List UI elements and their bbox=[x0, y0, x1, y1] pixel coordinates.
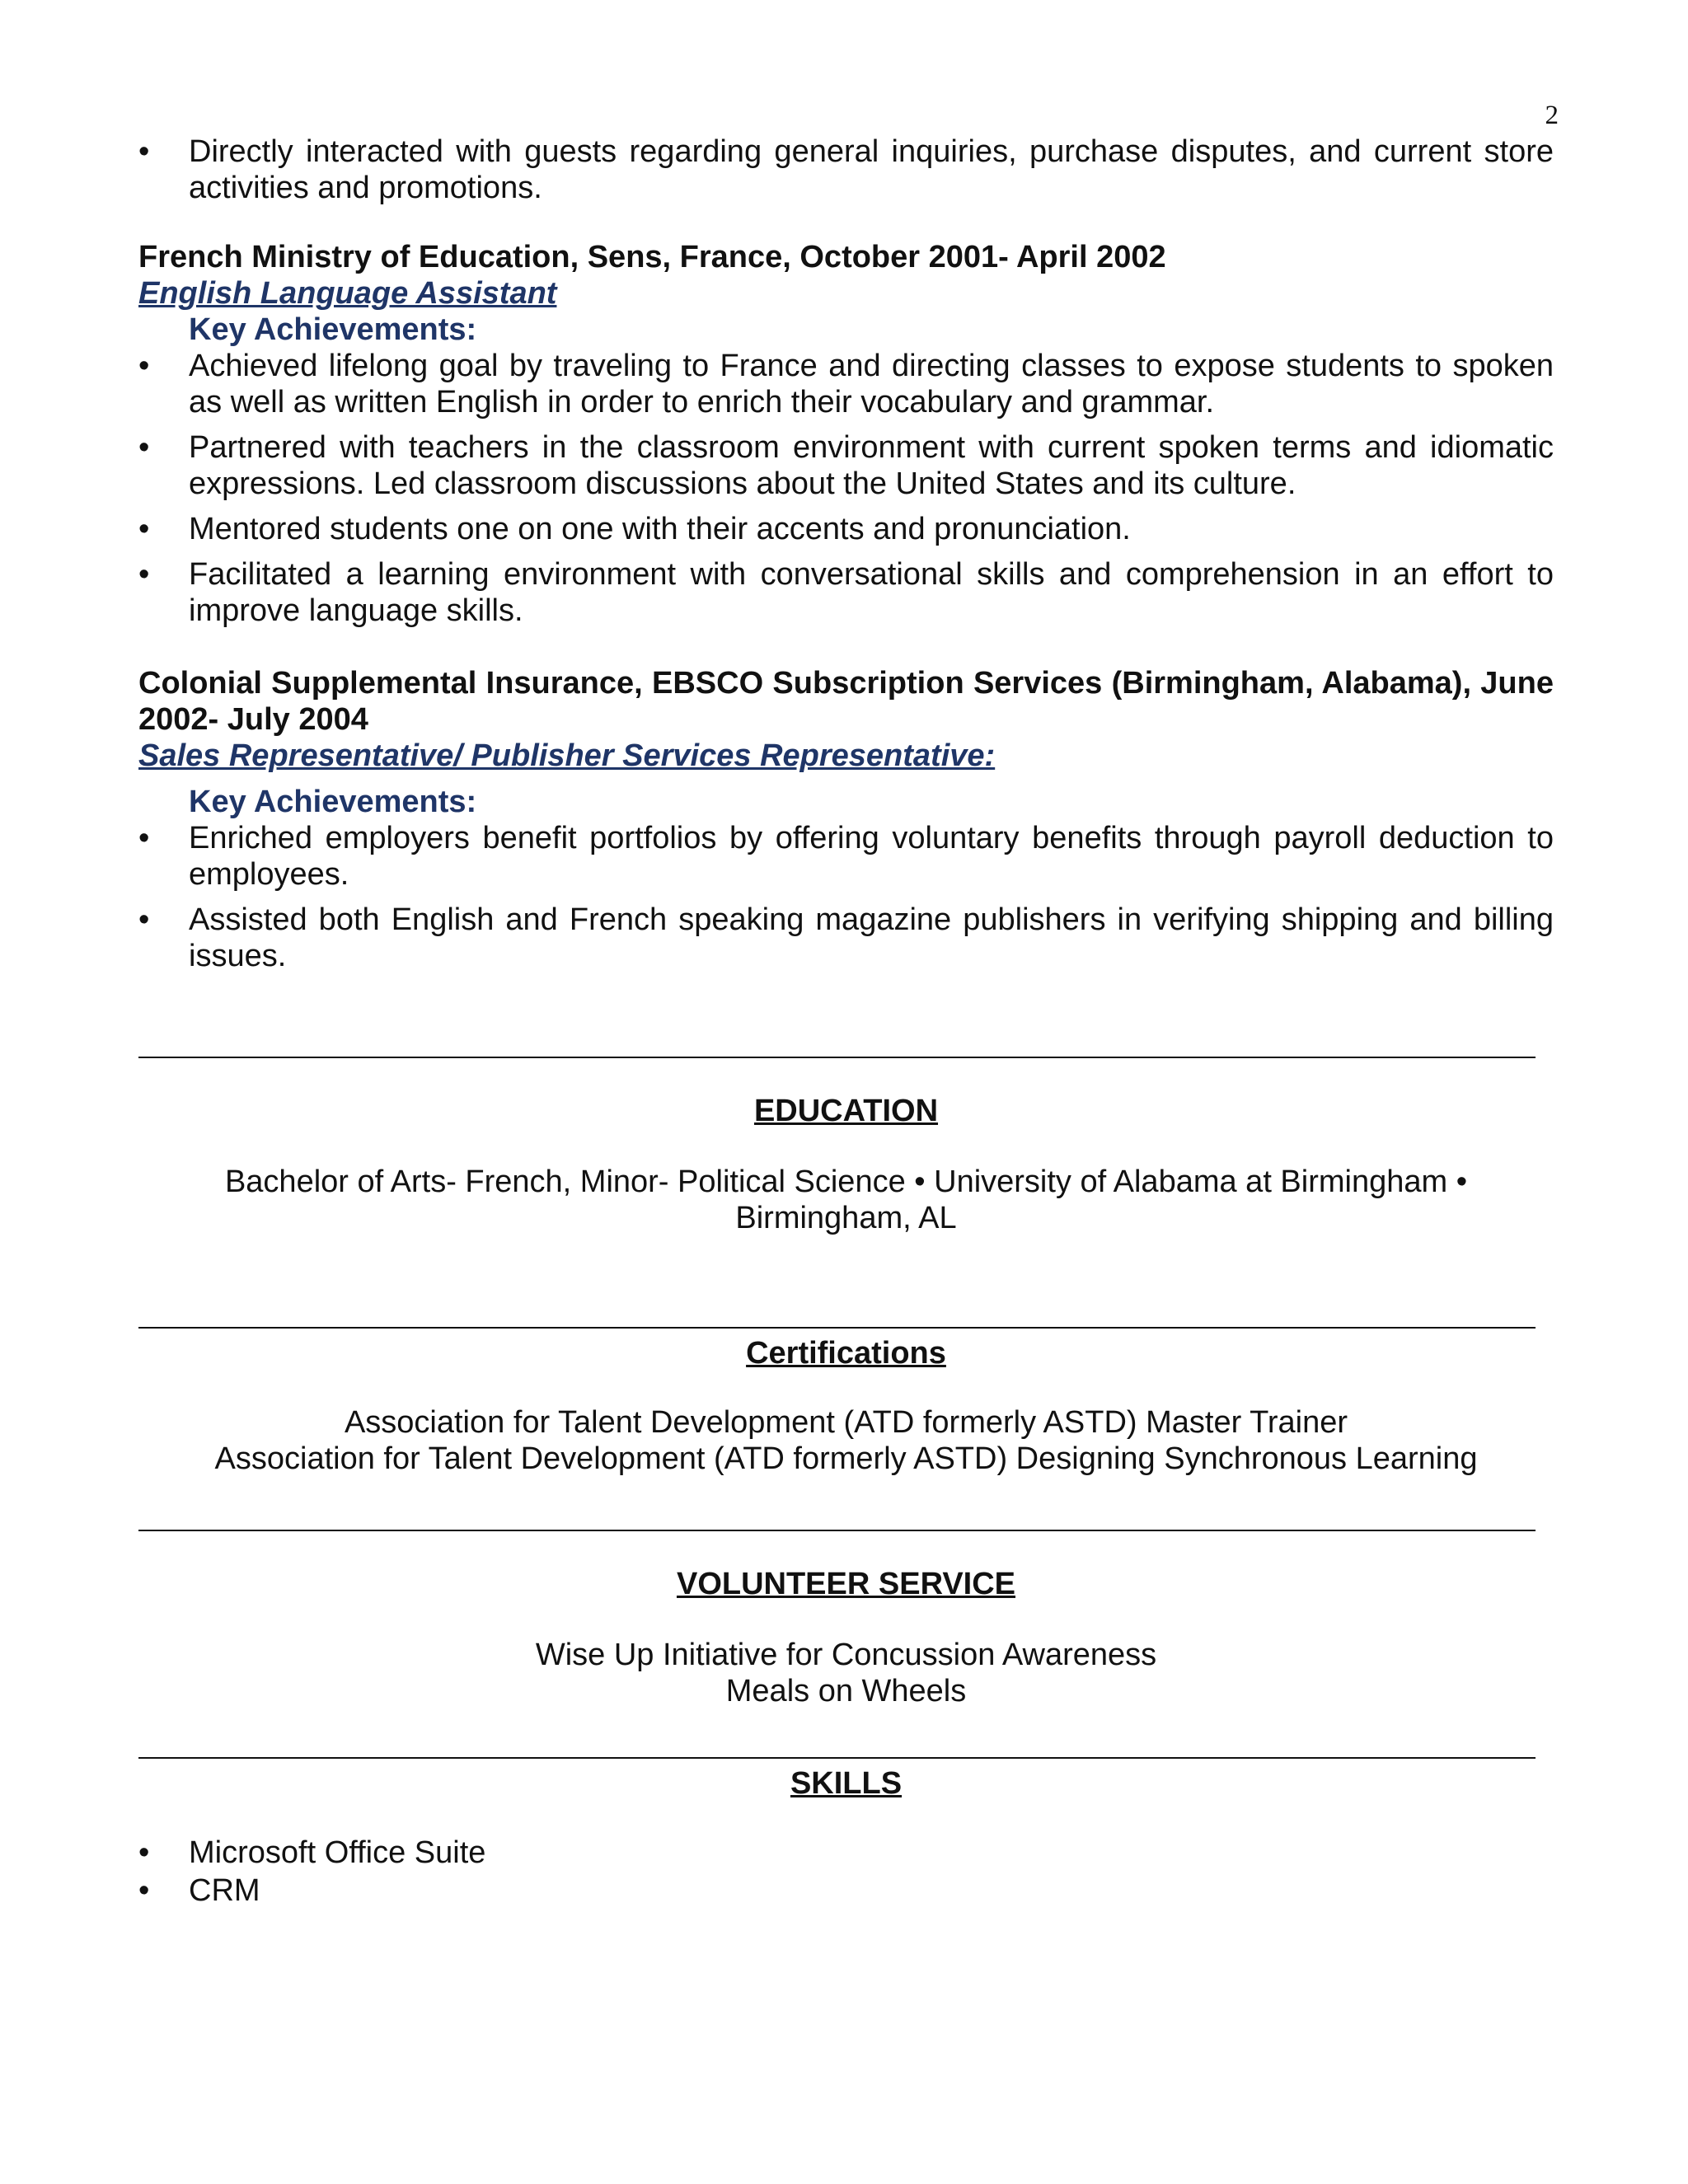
intro-bullet-list bbox=[138, 134, 1554, 206]
list-item: • Partnered with teachers in the classroom environment with current spoken terms and idiomatic expressions. Led classroom discussions about the United States and its culture. bbox=[138, 429, 1554, 502]
list-item: • Enriched employers benefit portfolios by offering voluntary benefits through payroll deduction to employees. bbox=[138, 820, 1554, 893]
key-achievements-label: Key Achievements: bbox=[189, 312, 477, 347]
list-item: • Achieved lifelong goal by traveling to France and directing classes to expose students to spoken as well as written English in order to enrich their vocabulary and grammar. bbox=[138, 348, 1554, 420]
job-title: Sales Representative/ Publisher Services Representative: bbox=[138, 738, 996, 773]
volunteer-heading: VOLUNTEER SERVICE bbox=[676, 1567, 1016, 1601]
job-title: English Language Assistant bbox=[138, 276, 557, 311]
employer-line: Colonial Supplemental Insurance, EBSCO Subscription Services (Birmingham, Alabama), June 2002- July 2004 bbox=[138, 666, 1554, 737]
certification-item: Association for Talent Development (ATD formerly ASTD) Designing Synchronous Learning bbox=[214, 1441, 1478, 1476]
achievement-list bbox=[138, 820, 1554, 974]
section-divider bbox=[138, 1327, 1536, 1329]
education-location: Birmingham, AL bbox=[735, 1201, 957, 1235]
education-degree: Bachelor of Arts- French, Minor- Political Science • University of Alabama at Birmingham • bbox=[224, 1165, 1468, 1199]
key-achievements-label: Key Achievements: bbox=[189, 785, 477, 819]
list-item: • Assisted both English and French speaking magazine publishers in verifying shipping and billing issues. bbox=[138, 902, 1554, 974]
list-item: • Microsoft Office Suite bbox=[138, 1835, 1554, 1871]
employer-line: French Ministry of Education, Sens, France, October 2001- April 2002 bbox=[138, 240, 1166, 274]
section-divider bbox=[138, 1057, 1536, 1058]
page-number: 2 bbox=[1545, 101, 1559, 130]
certifications-heading: Certifications bbox=[746, 1336, 946, 1371]
list-item: • Facilitated a learning environment with conversational skills and comprehension in an effort to improve language skills. bbox=[138, 556, 1554, 629]
skills-heading: SKILLS bbox=[790, 1766, 903, 1801]
certification-item: Association for Talent Development (ATD formerly ASTD) Master Trainer bbox=[344, 1405, 1348, 1440]
skills-list bbox=[138, 1835, 1554, 1909]
list-item: • Directly interacted with guests regarding general inquiries, purchase disputes, and current store activities and promotions. bbox=[138, 134, 1554, 206]
list-item: • CRM bbox=[138, 1872, 1554, 1909]
job-entry-colonial-ebsco bbox=[138, 665, 1554, 974]
achievement-list bbox=[138, 348, 1554, 629]
volunteer-item: Meals on Wheels bbox=[725, 1674, 967, 1708]
section-divider bbox=[138, 1530, 1536, 1531]
section-divider bbox=[138, 1757, 1536, 1759]
volunteer-item: Wise Up Initiative for Concussion Awareness bbox=[535, 1638, 1157, 1672]
job-entry-french-ministry bbox=[138, 239, 1554, 629]
resume-content bbox=[138, 134, 1554, 1910]
list-item: • Mentored students one on one with their accents and pronunciation. bbox=[138, 511, 1554, 547]
education-heading: EDUCATION bbox=[753, 1094, 939, 1128]
